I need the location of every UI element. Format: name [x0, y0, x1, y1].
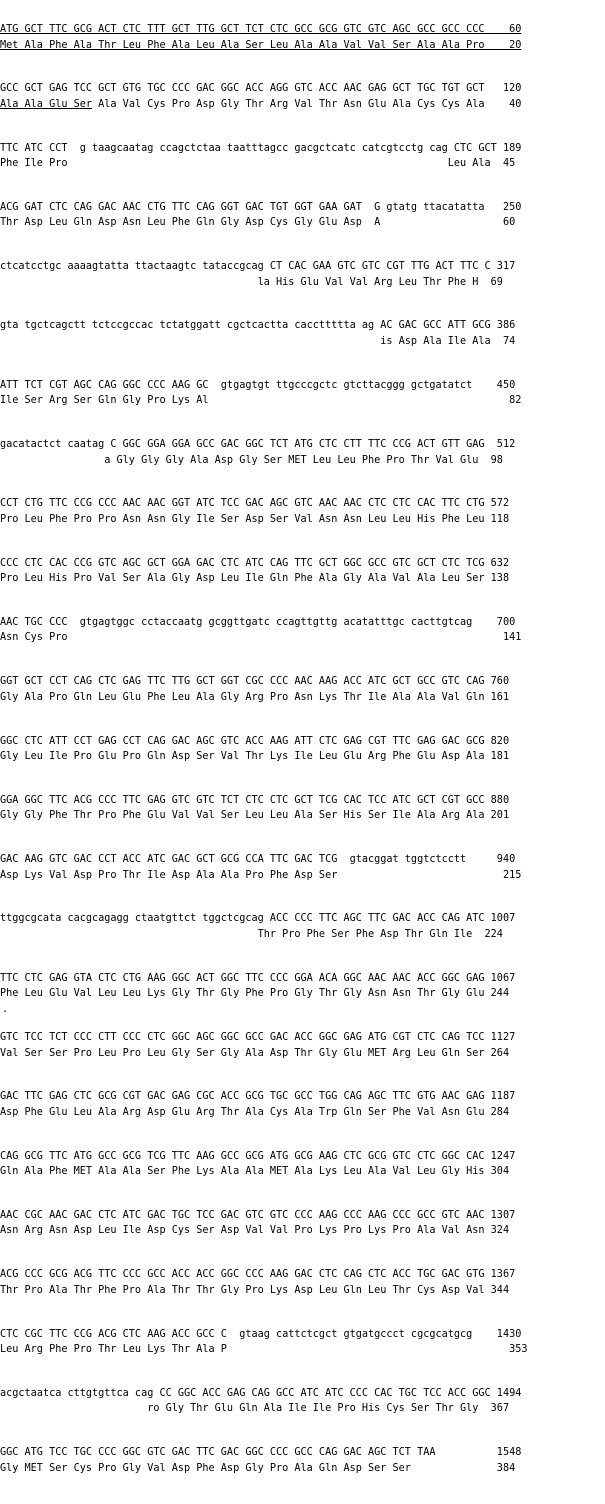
- sequence-block: [0, 674, 605, 711]
- amino-acid-line: ro Gly Thr Glu Gln Ala Ile Ile Pro His Cys Ser Thr Gly 367: [0, 1403, 510, 1415]
- amino-acid-line: Pro Leu Phe Pro Pro Asn Asn Gly Ile Ser Asp Ser Val Asn Asn Leu Leu His Phe Leu 118: [0, 513, 510, 525]
- nucleotide-line: GTC TCC TCT CCC CTT CCC CTC GGC AGC GGC GCC GAC ACC GGC GAG ATG CGT CTC CAG TCC 1127: [0, 1032, 516, 1044]
- sequence-block: [0, 437, 605, 474]
- sequence-block: [0, 556, 605, 593]
- sequence-block: [0, 1208, 605, 1245]
- nucleotide-line: ACG GAT CTC CAG GAC AAC CTG TTC CAG GGT GAC TGT GGT GAA GAT G gtatg ttacatatta 250: [0, 201, 522, 213]
- nucleotide-line: ATT TCT CGT AGC CAG GGC CCC AAG GC gtgagtgt ttgcccgctc gtcttacggg gctgatatct 450: [0, 379, 516, 391]
- amino-acid-line: Gly Ala Pro Gln Leu Glu Phe Leu Ala Gly Arg Pro Asn Lys Thr Ile Ala Ala Val Gln 161: [0, 691, 510, 703]
- nucleotide-line: CAG GCG TTC ATG GCC GCG TCG TTC AAG GCC GCG ATG GCG AAG CTC GCG GTC CTC GGC CAC 1247: [0, 1150, 516, 1162]
- amino-acid-line: Asp Lys Val Asp Pro Thr Ile Asp Ala Ala Pro Phe Asp Ser 215: [0, 869, 522, 881]
- amino-acid-line: Gly Leu Ile Pro Glu Pro Gln Asp Ser Val Thr Lys Ile Leu Glu Arg Phe Glu Asp Ala 181: [0, 751, 510, 763]
- sequence-block: [0, 1149, 605, 1186]
- sequence-block: [0, 852, 605, 889]
- nucleotide-line: CCT CTG TTC CCG CCC AAC AAC GGT ATC TCC GAC AGC GTC AAC AAC CTC CTC CAC TTC CTG 572: [0, 498, 510, 510]
- sequence-block: [0, 496, 605, 533]
- amino-acid-line: Pro Leu His Pro Val Ser Ala Gly Asp Leu Ile Gln Phe Ala Gly Ala Val Ala Leu Ser 138: [0, 573, 510, 585]
- nucleotide-line: AAC CGC AAC GAC CTC ATC GAC TGC TCC GAC GTC GTC CCC AAG CCC AAG CCC GCC GTC AAC 1307: [0, 1209, 516, 1221]
- sequence-block: [0, 1386, 605, 1423]
- nucleotide-line: GGC ATG TCC TGC CCC GGC GTC GAC TTC GAC GGC CCC GCC CAG GAC AGC TCT TAA 1548: [0, 1447, 522, 1459]
- sequence-block: [0, 22, 605, 59]
- nucleotide-line: GAC AAG GTC GAC CCT ACC ATC GAC GCT GCG CCA TTC GAC TCG gtacggat tggtctcctt 940: [0, 854, 516, 866]
- amino-acid-line: Val Ser Ser Pro Leu Pro Leu Gly Ser Gly Ala Asp Thr Gly Glu MET Arg Leu Gln Ser 264: [0, 1047, 510, 1059]
- sequence-block: [0, 81, 605, 118]
- nucleotide-line: GGC CTC ATT CCT GAG CCT CAG GAC AGC GTC ACC AAG ATT CTC GAG CGT TTC GAG GAC GCG 820: [0, 735, 510, 747]
- amino-acid-line: Asn Arg Asn Asp Leu Ile Asp Cys Ser Asp Val Val Pro Lys Pro Lys Pro Ala Val Asn 324: [0, 1225, 510, 1237]
- nucleotide-line: GAC TTC GAG CTC GCG CGT GAC GAG CGC ACC GCG TGC GCC TGG CAG AGC TTC GTG AAC GAG 1187: [0, 1091, 516, 1103]
- trailing-period: .: [2, 1004, 9, 1015]
- nucleotide-line: ttggcgcata cacgcagagg ctaatgttct tggctcgcag ACC CCC TTC AGC TTC GAC ACC CAG ATC 1007: [0, 913, 516, 925]
- nucleotide-line: ATG GCT TTC GCG ACT CTC TTT GCT TTG GCT TCT CTC GCC GCG GTC GTC AGC GCC GCC CCC 60: [0, 24, 522, 35]
- amino-acid-line: a Gly Gly Gly Ala Asp Gly Ser MET Leu Leu Phe Pro Thr Val Glu 98: [0, 454, 503, 466]
- nucleotide-line: acgctaatca cttgtgttca cag CC GGC ACC GAG CAG GCC ATC ATC CCC CAC TGC TCC ACC GGC 1494: [0, 1387, 522, 1399]
- amino-acid-line: Thr Pro Ala Thr Phe Pro Ala Thr Thr Gly Pro Lys Asp Leu Gln Leu Thr Cys Asp Val 344: [0, 1284, 510, 1296]
- amino-acid-line: Gly Gly Phe Thr Pro Phe Glu Val Val Ser Leu Leu Ala Ser His Ser Ile Ala Arg Ala 201: [0, 810, 510, 822]
- amino-acid-line: Thr Asp Leu Gln Asp Asn Leu Phe Gln Gly Asp Cys Gly Glu Asp A 60: [0, 217, 516, 229]
- amino-acid-line: Ile Ser Arg Ser Gln Gly Pro Lys Al 82: [0, 395, 522, 407]
- amino-acid-line: Met Ala Phe Ala Thr Leu Phe Ala Leu Ala Ser Leu Ala Ala Val Val Ser Ala Ala Pro 20: [0, 39, 522, 51]
- sequence-block: [0, 911, 605, 948]
- sequence-block: [0, 971, 605, 1008]
- amino-acid-line: Leu Arg Phe Pro Thr Leu Lys Thr Ala P 353: [0, 1344, 528, 1356]
- sequence-block: [0, 615, 605, 652]
- sequence-block: [0, 1030, 605, 1067]
- nucleotide-line: CCC CTC CAC CCG GTC AGC GCT GGA GAC CTC ATC CAG TTC GCT GGC GCC GTC GCT CTC TCG 632: [0, 557, 510, 569]
- amino-acid-line: Asn Cys Pro 141: [0, 632, 522, 644]
- amino-acid-line: la His Glu Val Val Arg Leu Thr Phe H 69: [0, 276, 503, 288]
- amino-acid-line: Gln Ala Phe MET Ala Ala Ser Phe Lys Ala Ala MET Ala Lys Leu Ala Val Leu Gly His 304: [0, 1166, 510, 1178]
- amino-acid-line: [0, 97, 605, 113]
- nucleotide-line: ctcatcctgc aaaagtatta ttactaagtc tataccgcag CT CAC GAA GTC GTC CGT TTG ACT TTC C 317: [0, 261, 516, 273]
- amino-acid-line: Phe Ile Pro Leu Ala 45: [0, 158, 516, 170]
- amino-acid-line: Phe Leu Glu Val Leu Leu Lys Gly Thr Gly Phe Pro Gly Thr Gly Asn Asn Thr Gly Glu 244: [0, 988, 510, 1000]
- nucleotide-line: GCC GCT GAG TCC GCT GTG TGC CCC GAC GGC ACC AGG GTC ACC AAC GAG GCT TGC TGT GCT 120: [0, 83, 522, 95]
- nucleotide-line: CTC CGC TTC CCG ACG CTC AAG ACC GCC C gtaag cattctcgct gtgatgccct cgcgcatgcg 1430: [0, 1328, 522, 1340]
- amino-acid-line: is Asp Ala Ile Ala 74: [0, 335, 516, 347]
- sequence-block: [0, 1089, 605, 1126]
- nucleotide-line: gta tgctcagctt tctccgccac tctatggatt cgctcactta caccttttta ag AC GAC GCC ATT GCG 386: [0, 320, 516, 332]
- amino-acid-line: Gly MET Ser Cys Pro Gly Val Asp Phe Asp Gly Pro Ala Gln Asp Ser Ser 384: [0, 1462, 516, 1474]
- nucleotide-line: gacatactct caatag C GGC GGA GGA GCC GAC GGC TCT ATG CTC CTT TTC CCG ACT GTT GAG 512: [0, 439, 516, 451]
- sequence-block: [0, 200, 605, 237]
- nucleotide-line: AAC TGC CCC gtgagtggc cctaccaatg gcggttgatc ccagttgttg acatatttgc cacttgtcag 700: [0, 616, 516, 628]
- sequence-block: [0, 1327, 605, 1364]
- amino-acid-rest: Ala Val Cys Pro Asp Gly Thr Arg Val Thr Asn Glu Ala Cys Cys Ala 40: [92, 98, 522, 110]
- amino-acid-line: Thr Pro Phe Ser Phe Asp Thr Gln Ile 224: [0, 928, 503, 940]
- sequence-block: [0, 259, 605, 296]
- sequence-block: [0, 378, 605, 415]
- sequence-block: [0, 1267, 605, 1304]
- underlined-amino-acids: Ala Ala Glu Ser: [0, 98, 93, 110]
- nucleotide-line: TTC CTC GAG GTA CTC CTG AAG GGC ACT GGC TTC CCC GGA ACA GGC AAC AAC ACC GGC GAG 1067: [0, 972, 516, 984]
- sequence-block: [0, 1445, 605, 1482]
- amino-acid-line: Asp Phe Glu Leu Ala Arg Asp Glu Arg Thr Ala Cys Ala Trp Gln Ser Phe Val Asn Glu 284: [0, 1106, 510, 1118]
- sequence-block: [0, 793, 605, 830]
- nucleotide-line: TTC ATC CCT g taagcaatag ccagctctaa taatttagcc gacgctcatc catcgtcctg cag CTC GCT 189: [0, 142, 522, 154]
- sequence-block: [0, 734, 605, 771]
- sequence-block: [0, 141, 605, 178]
- nucleotide-line: ACG CCC GCG ACG TTC CCC GCC ACC ACC GGC CCC AAG GAC CTC CAG CTC ACC TGC GAC GTG 1367: [0, 1269, 516, 1281]
- nucleotide-line: GGA GGC TTC ACG CCC TTC GAG GTC GTC TCT CTC CTC GCT TCG CAC TCC ATC GCT CGT GCC 880: [0, 794, 510, 806]
- sequence-block: [0, 318, 605, 355]
- nucleotide-line: GGT GCT CCT CAG CTC GAG TTC TTG GCT GGT CGC CCC AAC AAG ACC ATC GCT GCC GTC CAG 760: [0, 676, 510, 688]
